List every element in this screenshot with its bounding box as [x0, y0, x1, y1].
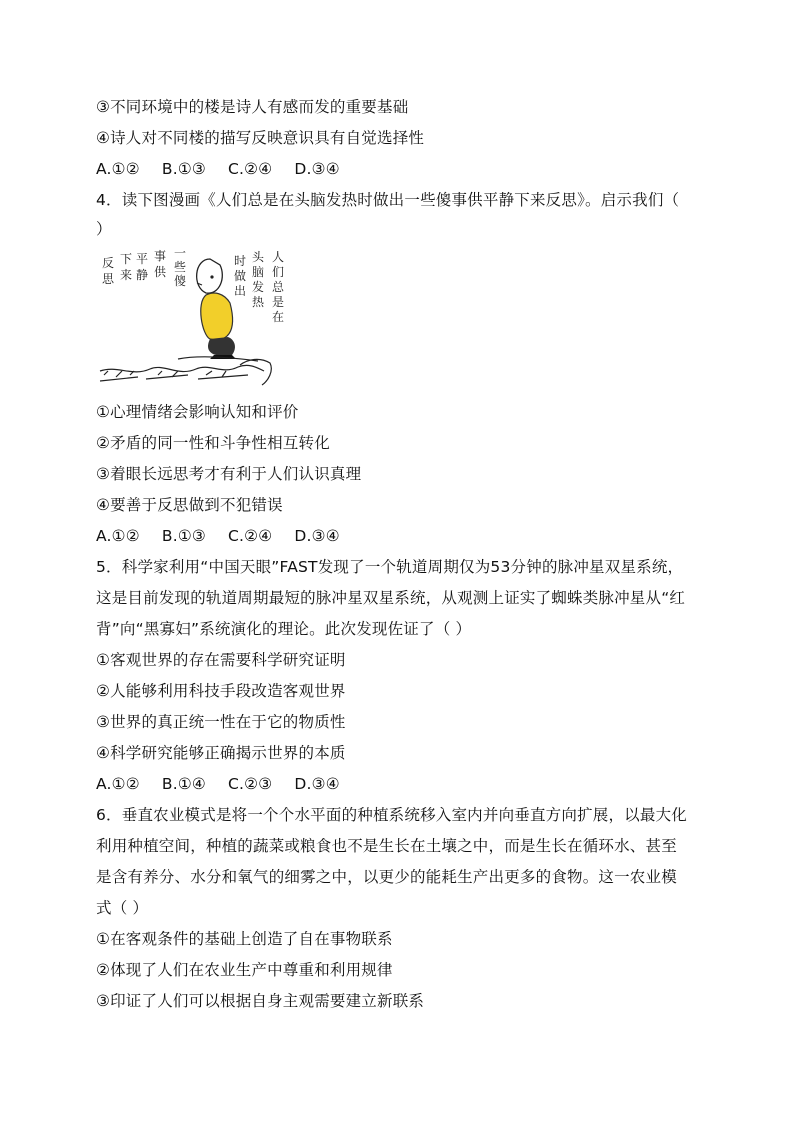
cartoon-char: 下 [120, 252, 133, 266]
q5-statement-2: ②人能够利用科技手段改造客观世界 [96, 682, 346, 700]
q5-stem-line2: 这是目前发现的轨道周期最短的脉冲星双星系统，从观测上证实了蜘蛛类脉冲星从“红 [96, 589, 686, 607]
cartoon-char: 脑 [252, 265, 265, 279]
q6-statement-1: ①在客观条件的基础上创造了自在事物联系 [96, 930, 393, 948]
cartoon-char: 平 [136, 252, 149, 266]
cartoon-char: 供 [154, 265, 167, 279]
q5-stem-line1: 5．科学家利用“中国天眼”FAST发现了一个轨道周期仅为53分钟的脉冲星双星系统， [96, 558, 684, 576]
q5-option-b[interactable]: B.①④ [161, 775, 207, 793]
q3-option-a[interactable]: A.①② [96, 160, 140, 178]
cartoon-char: 些 [174, 260, 187, 274]
q3-options [96, 159, 706, 179]
q5-option-d[interactable]: D.③④ [294, 775, 340, 793]
q5-options [96, 774, 706, 794]
cartoon-char: 发 [252, 280, 265, 294]
q3-option-b[interactable]: B.①③ [161, 160, 207, 178]
cartoon-char: 时 [234, 254, 247, 268]
cartoon-char: 头 [252, 250, 265, 264]
cartoon-char: 思 [102, 272, 115, 286]
cartoon-char: 事 [154, 249, 167, 263]
q4-option-b[interactable]: B.①③ [161, 527, 207, 545]
q4-statement-2: ②矛盾的同一性和斗争性相互转化 [96, 434, 330, 452]
q6-statement-3: ③印证了人们可以根据自身主观需要建立新联系 [96, 992, 425, 1010]
q3-statement-3: ③不同环境中的楼是诗人有感而发的重要基础 [96, 98, 409, 116]
cartoon-char: 们 [272, 265, 285, 279]
cartoon-char: 静 [136, 268, 149, 282]
cartoon-char: 是 [272, 295, 285, 309]
cartoon-char: 傻 [174, 274, 187, 288]
cartoon-char: 来 [120, 268, 133, 282]
q4-stem-line1: 4．读下图漫画《人们总是在头脑发热时做出一些傻事供平静下来反思》。启示我们（ [96, 191, 680, 209]
cartoon-char: 热 [252, 295, 265, 309]
cartoon-char: 反 [102, 256, 115, 270]
cartoon-char: 一 [174, 247, 187, 260]
q4-cartoon [98, 247, 310, 387]
cartoon-char: 总 [272, 280, 285, 294]
q5-statement-1: ①客观世界的存在需要科学研究证明 [96, 651, 346, 669]
q6-stem-line4: 式（ ） [96, 899, 149, 917]
q5-option-c[interactable]: C.②③ [228, 775, 273, 793]
cartoon-figure [197, 259, 236, 359]
q6-statement-2: ②体现了人们在农业生产中尊重和利用规律 [96, 961, 393, 979]
q3-option-c[interactable]: C.②④ [228, 160, 273, 178]
q4-option-c[interactable]: C.②④ [228, 527, 273, 545]
q4-option-d[interactable]: D.③④ [294, 527, 340, 545]
q4-statement-4: ④要善于反思做到不犯错误 [96, 496, 283, 514]
cartoon-char: 在 [272, 310, 285, 324]
q6-stem-line3: 是含有养分、水分和氧气的细雾之中，以更少的能耗生产出更多的食物。这一农业模 [96, 868, 677, 886]
q5-option-a[interactable]: A.①② [96, 775, 140, 793]
q5-stem-line3: 背”向“黑寡妇”系统演化的理论。此次发现佐证了（ ） [96, 620, 472, 638]
cartoon-char: 出 [234, 284, 247, 298]
q5-statement-4: ④科学研究能够正确揭示世界的本质 [96, 744, 346, 762]
q4-statement-1: ①心理情绪会影响认知和评价 [96, 403, 299, 421]
q6-stem-line2: 利用种植空间，种植的蔬菜或粮食也不是生长在土壤之中，而是生长在循环水、甚至 [96, 837, 677, 855]
cartoon-char: 做 [234, 269, 247, 283]
q4-stem-line2: ） [96, 220, 112, 238]
q4-option-a[interactable]: A.①② [96, 527, 140, 545]
q4-options [96, 526, 706, 546]
q4-statement-3: ③着眼长远思考才有利于人们认识真理 [96, 465, 362, 483]
q3-statement-4: ④诗人对不同楼的描写反映意识具有自觉选择性 [96, 129, 425, 147]
q6-stem-line1: 6．垂直农业模式是将一个个水平面的种植系统移入室内并向垂直方向扩展，以最大化 [96, 806, 687, 824]
q5-statement-3: ③世界的真正统一性在于它的物质性 [96, 713, 346, 731]
cartoon-char: 人 [272, 250, 285, 264]
q3-option-d[interactable]: D.③④ [294, 160, 340, 178]
cartoon-ground [100, 357, 271, 385]
